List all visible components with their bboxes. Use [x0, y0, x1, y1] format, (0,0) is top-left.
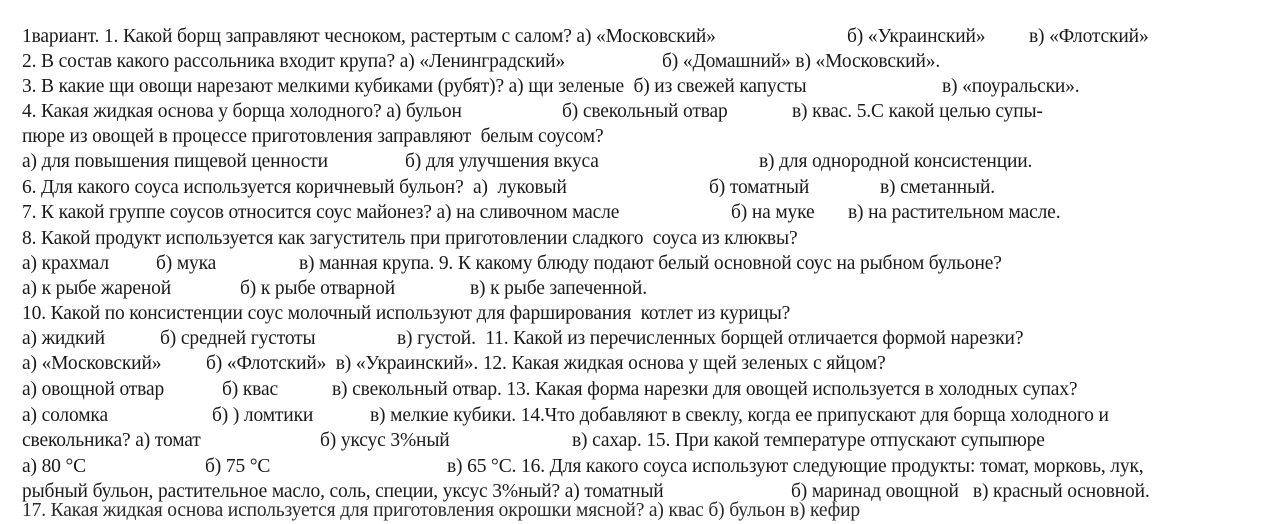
- question-4-text: 4. Какая жидкая основа у борща холодного? а) бульон: [22, 101, 462, 122]
- question-13-option-a: а) соломка: [22, 405, 108, 426]
- question-10-option-b: б) средней густоты: [160, 328, 316, 349]
- question-4-option-b: б) свекольный отвар: [562, 101, 728, 122]
- question-8-option-a: а) крахмал: [22, 253, 109, 274]
- question-2-text: 2. В состав какого рассольника входит крупа? а) «Ленинградский»: [22, 51, 565, 72]
- question-1-option-b: б) «Украинский»: [847, 26, 986, 47]
- question-13-option-c-and-question-14: в) мелкие кубики. 14.Что добавляют в свеклу, когда ее припускают для борща холодного и: [370, 405, 1109, 426]
- question-9-option-c: в) к рыбе запеченной.: [470, 278, 647, 299]
- text-line-9: [0, 226, 1280, 252]
- question-16-options: б) маринад овощной в) красный основной.: [791, 481, 1150, 502]
- question-13-option-b: б) ) ломтики: [212, 405, 314, 426]
- question-14-option-b: б) уксус 3%ный: [320, 430, 450, 451]
- text-line-5: [0, 124, 1280, 150]
- question-9-option-a: а) к рыбе жареной: [22, 278, 172, 299]
- question-14-option-c-and-question-15: в) сахар. 15. При какой температуре отпускают супыпюре: [572, 430, 1045, 451]
- question-5-option-a: а) для повышения пищевой ценности: [22, 151, 328, 172]
- cut-off-line: [0, 500, 1280, 521]
- text-line-17: [0, 428, 1280, 454]
- question-6-option-b: б) томатный: [709, 177, 810, 198]
- text-line-15: [0, 377, 1280, 403]
- question-1-text: 1вариант. 1. Какой борщ заправляют чесноком, растертым с салом? а) «Московский»: [22, 26, 716, 47]
- question-8-option-b: б) мука: [156, 253, 217, 274]
- question-5-option-b: б) для улучшения вкуса: [405, 151, 599, 172]
- text-line-2: [0, 49, 1280, 75]
- text-line-18: [0, 454, 1280, 480]
- question-12-option-a: а) овощной отвар: [22, 379, 165, 400]
- question-5-option-c: в) для однородной консистенции.: [759, 151, 1033, 172]
- text-line-3: [0, 74, 1280, 100]
- text-line-16: [0, 403, 1280, 429]
- text-line-1: [0, 24, 1280, 50]
- question-5-text: пюре из овощей в процессе приготовления заправляют белым соусом?: [22, 126, 604, 147]
- question-11-option-a: а) «Московский»: [22, 353, 162, 374]
- question-14-option-a: свекольника? а) томат: [22, 430, 201, 451]
- question-15-option-b: б) 75 °С: [205, 456, 271, 477]
- question-2-options: б) «Домашний» в) «Московский».: [662, 51, 941, 72]
- text-line-13: [0, 326, 1280, 352]
- question-10-option-a: а) жидкий: [22, 328, 105, 349]
- text-line-12: [0, 301, 1280, 327]
- question-3-option-c: в) «поуральски».: [942, 76, 1080, 97]
- text-line-14: [0, 351, 1280, 377]
- question-17-partial-text: 17. Какая жидкая основа используется для приготовления окрошки мясной? а) квас б) бульон в) кефир: [22, 500, 860, 521]
- question-8-text: 8. Какой продукт используется как загуститель при приготовлении сладкого соуса из клюквы?: [22, 228, 798, 249]
- text-line-11: [0, 276, 1280, 302]
- question-6-text: 6. Для какого соуса используется коричневый бульон? а) луковый: [22, 177, 567, 198]
- text-line-8: [0, 200, 1280, 226]
- text-line-4: [0, 99, 1280, 125]
- question-15-option-c-and-question-16: в) 65 °С. 16. Для какого соуса используют следующие продукты: томат, морковь, лук,: [447, 456, 1144, 477]
- text-line-7: [0, 175, 1280, 201]
- question-7-option-c: в) на растительном масле.: [848, 202, 1061, 223]
- question-8-option-c-and-question-9: в) манная крупа. 9. К какому блюду подают белый основной соус на рыбном бульоне?: [299, 253, 1002, 274]
- text-line-6: [0, 149, 1280, 175]
- question-4-option-c-and-question-5: в) квас. 5.С какой целью супы-: [792, 101, 1043, 122]
- text-line-10: [0, 251, 1280, 277]
- question-6-option-c: в) сметанный.: [880, 177, 995, 198]
- question-7-option-b: б) на муке: [731, 202, 815, 223]
- question-10-option-c-and-question-11: в) густой. 11. Какой из перечисленных борщей отличается формой нарезки?: [397, 328, 1024, 349]
- question-10-text: 10. Какой по консистенции соус молочный используют для фарширования котлет из курицы?: [22, 303, 791, 324]
- question-3-text: 3. В какие щи овощи нарезают мелкими кубиками (рубят)? а) щи зеленые б) из свежей капусты: [22, 76, 807, 97]
- question-1-option-c: в) «Флотский»: [1029, 26, 1149, 47]
- question-12-option-c-and-question-13: в) свекольный отвар. 13. Какая форма нарезки для овощей используется в холодных супах?: [332, 379, 1078, 400]
- question-9-option-b: б) к рыбе отварной: [240, 278, 395, 299]
- question-16-text: рыбный бульон, растительное масло, соль, специи, уксус 3%ный? а) томатный: [22, 481, 664, 502]
- question-7-text: 7. К какой группе соусов относится соус майонез? а) на сливочном масле: [22, 202, 620, 223]
- question-11-options-and-question-12: б) «Флотский» в) «Украинский». 12. Какая жидкая основа у щей зеленых с яйцом?: [206, 353, 886, 374]
- question-15-option-a: а) 80 °С: [22, 456, 87, 477]
- question-12-option-b: б) квас: [222, 379, 278, 400]
